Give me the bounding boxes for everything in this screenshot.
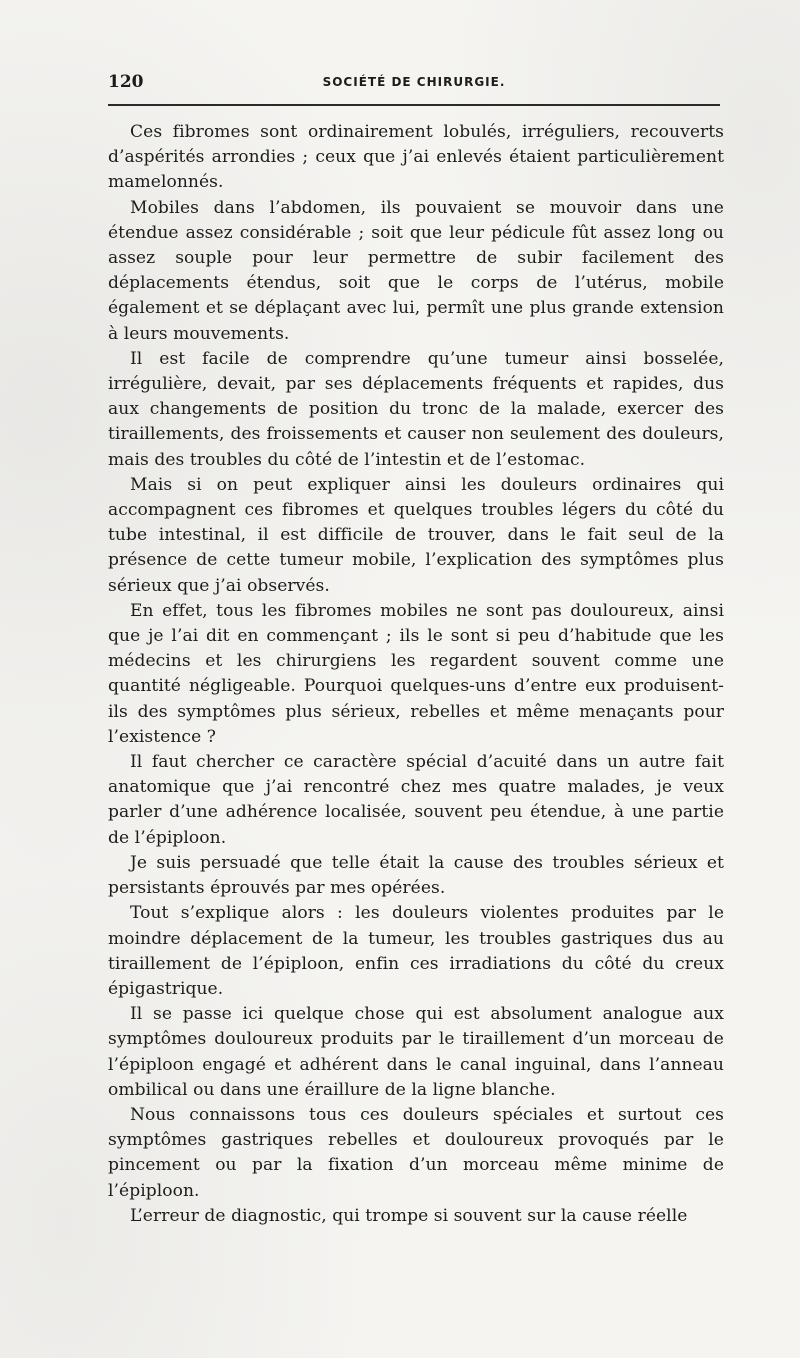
paragraph: Il se passe ici quelque chose qui est absolument analogue aux symptômes douloureux produits par le tiraillement d’un morceau de l’épiploon engagé et adhérent dans le canal inguinal, dans l’anneau ombilical ou dans une éraillure de la ligne blanche. <box>108 1004 724 1100</box>
paragraph: Il est facile de comprendre qu’une tumeur ainsi bosselée, irrégulière, devait, par ses déplacements fréquents et rapides, dus aux changements de position du tronc de la malade, exercer des tiraillements, des froissements et causer non seulement des douleurs, mais des troubles du côté de l’intestin et de l’estomac. <box>108 348 724 470</box>
header-rule <box>108 104 720 106</box>
paragraph: Tout s’explique alors : les douleurs violentes produites par le moindre déplacement de la tumeur, les troubles gastriques dus au tiraillement de l’épiploon, enfin ces irradiations du côté du creux épigastrique. <box>108 903 724 999</box>
page-number: 120 <box>108 72 144 92</box>
paragraph: Il faut chercher ce caractère spécial d’acuité dans un autre fait anatomique que j’ai rencontré chez mes quatre malades, je veux parler d’une adhérence localisée, souvent peu étendue, à une partie de l’épiploon. <box>108 752 724 848</box>
body-text <box>108 120 724 1229</box>
paragraph: Mais si on peut expliquer ainsi les douleurs ordinaires qui accompagnent ces fibromes et quelques troubles légers du côté du tube intestinal, il est difficile de trouver, dans le fait seul de la présence de cette tumeur mobile, l’explication des symptômes plus sérieux que j’ai observés. <box>108 474 724 596</box>
paragraph: Je suis persuadé que telle était la cause des troubles sérieux et persistants éprouvés par mes opérées. <box>108 852 724 899</box>
paragraph: Mobiles dans l’abdomen, ils pouvaient se mouvoir dans une étendue assez considérable ; soit que leur pédicule fût assez long ou assez souple pour leur permettre de subir facilement des déplacements étendus, soit que le corps de l’utérus, mobile également et se déplaçant avec lui, permît une plus grande extension à leurs mouvements. <box>108 197 724 344</box>
paragraph: Ces fibromes sont ordinairement lobulés, irréguliers, recouverts d’aspérités arrondies ; ceux que j’ai enlevés étaient particulièrement mamelonnés. <box>108 122 724 193</box>
page-header <box>108 72 720 96</box>
paragraph: En effet, tous les fibromes mobiles ne sont pas douloureux, ainsi que je l’ai dit en commençant ; ils le sont si peu d’habitude que les médecins et les chirurgiens les regardent souvent comme une quantité négligeable. Pourquoi quelques-uns d’entre eux produisent-ils des symptômes plus sérieux, rebelles et même menaçants pour l’existence ? <box>108 600 724 747</box>
paragraph: L’erreur de diagnostic, qui trompe si souvent sur la cause réelle <box>130 1205 688 1226</box>
running-title: SOCIÉTÉ DE CHIRURGIE. <box>322 75 506 89</box>
paragraph: Nous connaissons tous ces douleurs spéciales et surtout ces symptômes gastriques rebelles et douloureux provoqués par le pincement ou par la fixation d’un morceau même minime de l’épiploon. <box>108 1104 724 1201</box>
